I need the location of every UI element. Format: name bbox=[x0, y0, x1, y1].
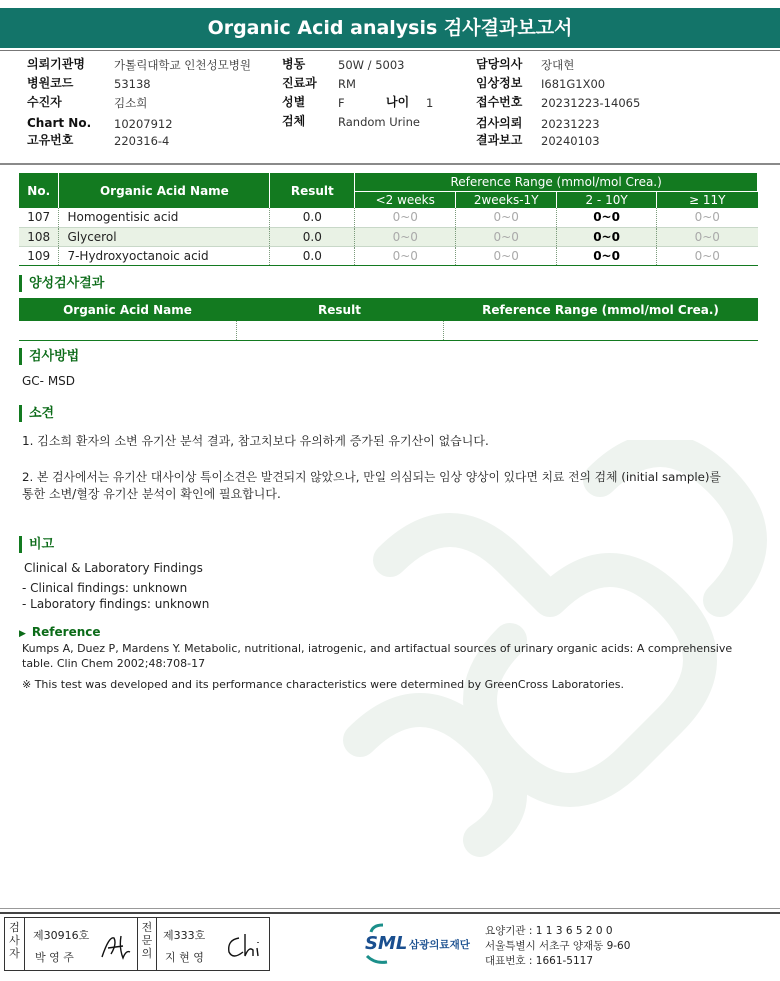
title-divider bbox=[0, 50, 780, 51]
reference-text-2: table. Clin Chem 2002;48:708-17 bbox=[22, 657, 206, 670]
col-no: No. bbox=[19, 173, 59, 208]
examiner-name: 박 영 주 bbox=[35, 951, 74, 964]
row-ref-1: 0~0 bbox=[355, 208, 456, 227]
dept-value: RM bbox=[338, 77, 356, 91]
code-label: 병원코드 bbox=[27, 76, 74, 90]
remarks-heading: 비고 bbox=[19, 536, 54, 553]
footer-divider bbox=[0, 908, 780, 909]
remarks-line-2: - Clinical findings: unknown bbox=[22, 581, 188, 595]
positive-results-table bbox=[19, 298, 758, 341]
row-ref-2: 0~0 bbox=[456, 227, 557, 246]
row-ref-4: 0~0 bbox=[657, 227, 758, 246]
remarks-line-3: - Laboratory findings: unknown bbox=[22, 597, 210, 611]
examiner-label-text: 검사자 bbox=[9, 921, 20, 960]
specialist-number: 제333호 bbox=[163, 929, 206, 942]
pos-cell-result bbox=[236, 321, 443, 340]
receipt-value: 20231223-14065 bbox=[541, 96, 641, 110]
row-result: 0.0 bbox=[270, 208, 355, 227]
unique-value: 220316-4 bbox=[114, 134, 170, 148]
pos-col-result: Result bbox=[236, 298, 443, 321]
examiner-label bbox=[5, 918, 25, 970]
doctor-label: 담당의사 bbox=[476, 57, 523, 71]
receipt-label: 접수번호 bbox=[476, 95, 523, 109]
table-row bbox=[19, 208, 758, 227]
logo-org-text: 삼광의료재단 bbox=[409, 939, 470, 951]
dept-label: 진료과 bbox=[282, 76, 317, 90]
row-name: Homogentisic acid bbox=[59, 208, 270, 227]
doctor-value: 장대현 bbox=[541, 58, 575, 72]
reference-note: ※ This test was developed and its performance characteristics were determined by GreenCross Laboratories. bbox=[22, 678, 625, 691]
remarks-line-1: Clinical & Laboratory Findings bbox=[24, 561, 203, 575]
sml-logo bbox=[365, 922, 485, 966]
code-value: 53138 bbox=[114, 77, 151, 91]
unique-label: 고유번호 bbox=[27, 133, 74, 147]
row-name: Glycerol bbox=[59, 227, 270, 246]
footer-divider-thick bbox=[0, 912, 780, 914]
opinion-heading: 소견 bbox=[19, 405, 54, 422]
pos-cell-reference bbox=[443, 321, 758, 340]
reference-heading-text: Reference bbox=[31, 625, 101, 639]
organic-acid-table bbox=[19, 173, 758, 266]
reference-text-1: Kumps A, Duez P, Mardens Y. Metabolic, nutritional, iatrogenic, and artifactual sources of urinary organic acids: A comprehensive bbox=[22, 642, 733, 655]
row-ref-3: 0~0 bbox=[557, 208, 657, 227]
specialist-label-text: 전문의 bbox=[141, 921, 153, 960]
row-ref-3: 0~0 bbox=[557, 246, 657, 265]
pos-col-reference: Reference Range (mmol/mol Crea.) bbox=[443, 298, 758, 321]
logo-sml-text: SML bbox=[365, 933, 408, 954]
ward-label: 병동 bbox=[282, 57, 306, 71]
row-ref-3: 0~0 bbox=[557, 227, 657, 246]
row-ref-4: 0~0 bbox=[657, 246, 758, 265]
col-ref-4: ≥ 11Y bbox=[657, 191, 758, 208]
age-label: 나이 bbox=[386, 95, 410, 109]
institution-number: 요양기관 : 1 1 3 6 5 2 0 0 bbox=[485, 925, 613, 937]
triangle-icon: ▶ bbox=[19, 629, 26, 639]
col-ref-1: <2 weeks bbox=[355, 191, 456, 208]
specimen-label: 검체 bbox=[282, 114, 306, 128]
row-ref-4: 0~0 bbox=[657, 208, 758, 227]
examiner-number: 제30916호 bbox=[33, 929, 90, 942]
specialist-signature bbox=[225, 930, 265, 962]
row-no: 108 bbox=[19, 227, 59, 246]
age-value: 1 bbox=[426, 96, 434, 110]
row-ref-2: 0~0 bbox=[456, 246, 557, 265]
col-reference: Reference Range (mmol/mol Crea.) bbox=[355, 173, 758, 191]
request-label: 검사의뢰 bbox=[476, 116, 523, 130]
row-result: 0.0 bbox=[270, 227, 355, 246]
report-label: 결과보고 bbox=[476, 133, 523, 147]
reference-heading bbox=[19, 625, 101, 639]
row-no: 107 bbox=[19, 208, 59, 227]
col-result: Result bbox=[270, 173, 355, 208]
chart-value: 10207912 bbox=[114, 117, 173, 131]
positive-heading: 양성검사결과 bbox=[19, 275, 104, 292]
clinical-value: I681G1X00 bbox=[541, 77, 606, 91]
method-text: GC- MSD bbox=[22, 374, 76, 388]
row-ref-1: 0~0 bbox=[355, 246, 456, 265]
chart-label: Chart No. bbox=[27, 116, 92, 130]
examiner-signature bbox=[99, 932, 133, 962]
row-no: 109 bbox=[19, 246, 59, 265]
table-row bbox=[19, 246, 758, 265]
sex-value: F bbox=[338, 96, 345, 110]
col-ref-3: 2 - 10Y bbox=[557, 191, 657, 208]
hospital-value: 가톨릭대학교 인천성모병원 bbox=[114, 58, 251, 72]
row-ref-2: 0~0 bbox=[456, 208, 557, 227]
report-title: Organic Acid analysis 검사결과보고서 bbox=[0, 8, 780, 48]
specimen-value: Random Urine bbox=[338, 115, 420, 129]
signature-box bbox=[4, 917, 270, 971]
patient-label: 수진자 bbox=[27, 95, 62, 109]
opinion-line-2a: 2. 본 검사에서는 유기산 대사이상 특이소견은 발견되지 않았으나, 만일 의심되는 임상 양상이 있다면 치료 전의 검체 (initial sample)를 bbox=[22, 470, 721, 484]
phone-number: 대표번호 : 1661-5117 bbox=[485, 955, 594, 967]
method-heading: 검사방법 bbox=[19, 348, 79, 365]
row-name: 7-Hydroxyoctanoic acid bbox=[59, 246, 270, 265]
row-ref-1: 0~0 bbox=[355, 227, 456, 246]
pos-cell-name bbox=[19, 321, 236, 340]
table-row bbox=[19, 227, 758, 246]
hospital-label: 의뢰기관명 bbox=[27, 57, 85, 71]
patient-value: 김소희 bbox=[114, 96, 148, 110]
specialist-label bbox=[137, 918, 157, 970]
pos-col-name: Organic Acid Name bbox=[19, 298, 236, 321]
opinion-line-2b: 통한 소변/혈장 유기산 분석이 확인에 필요합니다. bbox=[22, 487, 281, 501]
table-row bbox=[19, 321, 758, 340]
report-value: 20240103 bbox=[541, 134, 600, 148]
row-result: 0.0 bbox=[270, 246, 355, 265]
opinion-line-1: 1. 김소희 환자의 소변 유기산 분석 결과, 참고치보다 유의하게 증가된 유기산이 없습니다. bbox=[22, 434, 489, 448]
request-value: 20231223 bbox=[541, 117, 600, 131]
ward-value: 50W / 5003 bbox=[338, 58, 405, 72]
col-ref-2: 2weeks-1Y bbox=[456, 191, 557, 208]
address: 서울특별시 서초구 양재동 9-60 bbox=[485, 940, 631, 952]
clinical-label: 임상정보 bbox=[476, 76, 523, 90]
specialist-name: 지 현 영 bbox=[165, 951, 204, 964]
header-divider bbox=[0, 163, 780, 165]
sex-label: 성별 bbox=[282, 95, 306, 109]
col-name: Organic Acid Name bbox=[59, 173, 270, 208]
contact-info bbox=[485, 924, 630, 969]
